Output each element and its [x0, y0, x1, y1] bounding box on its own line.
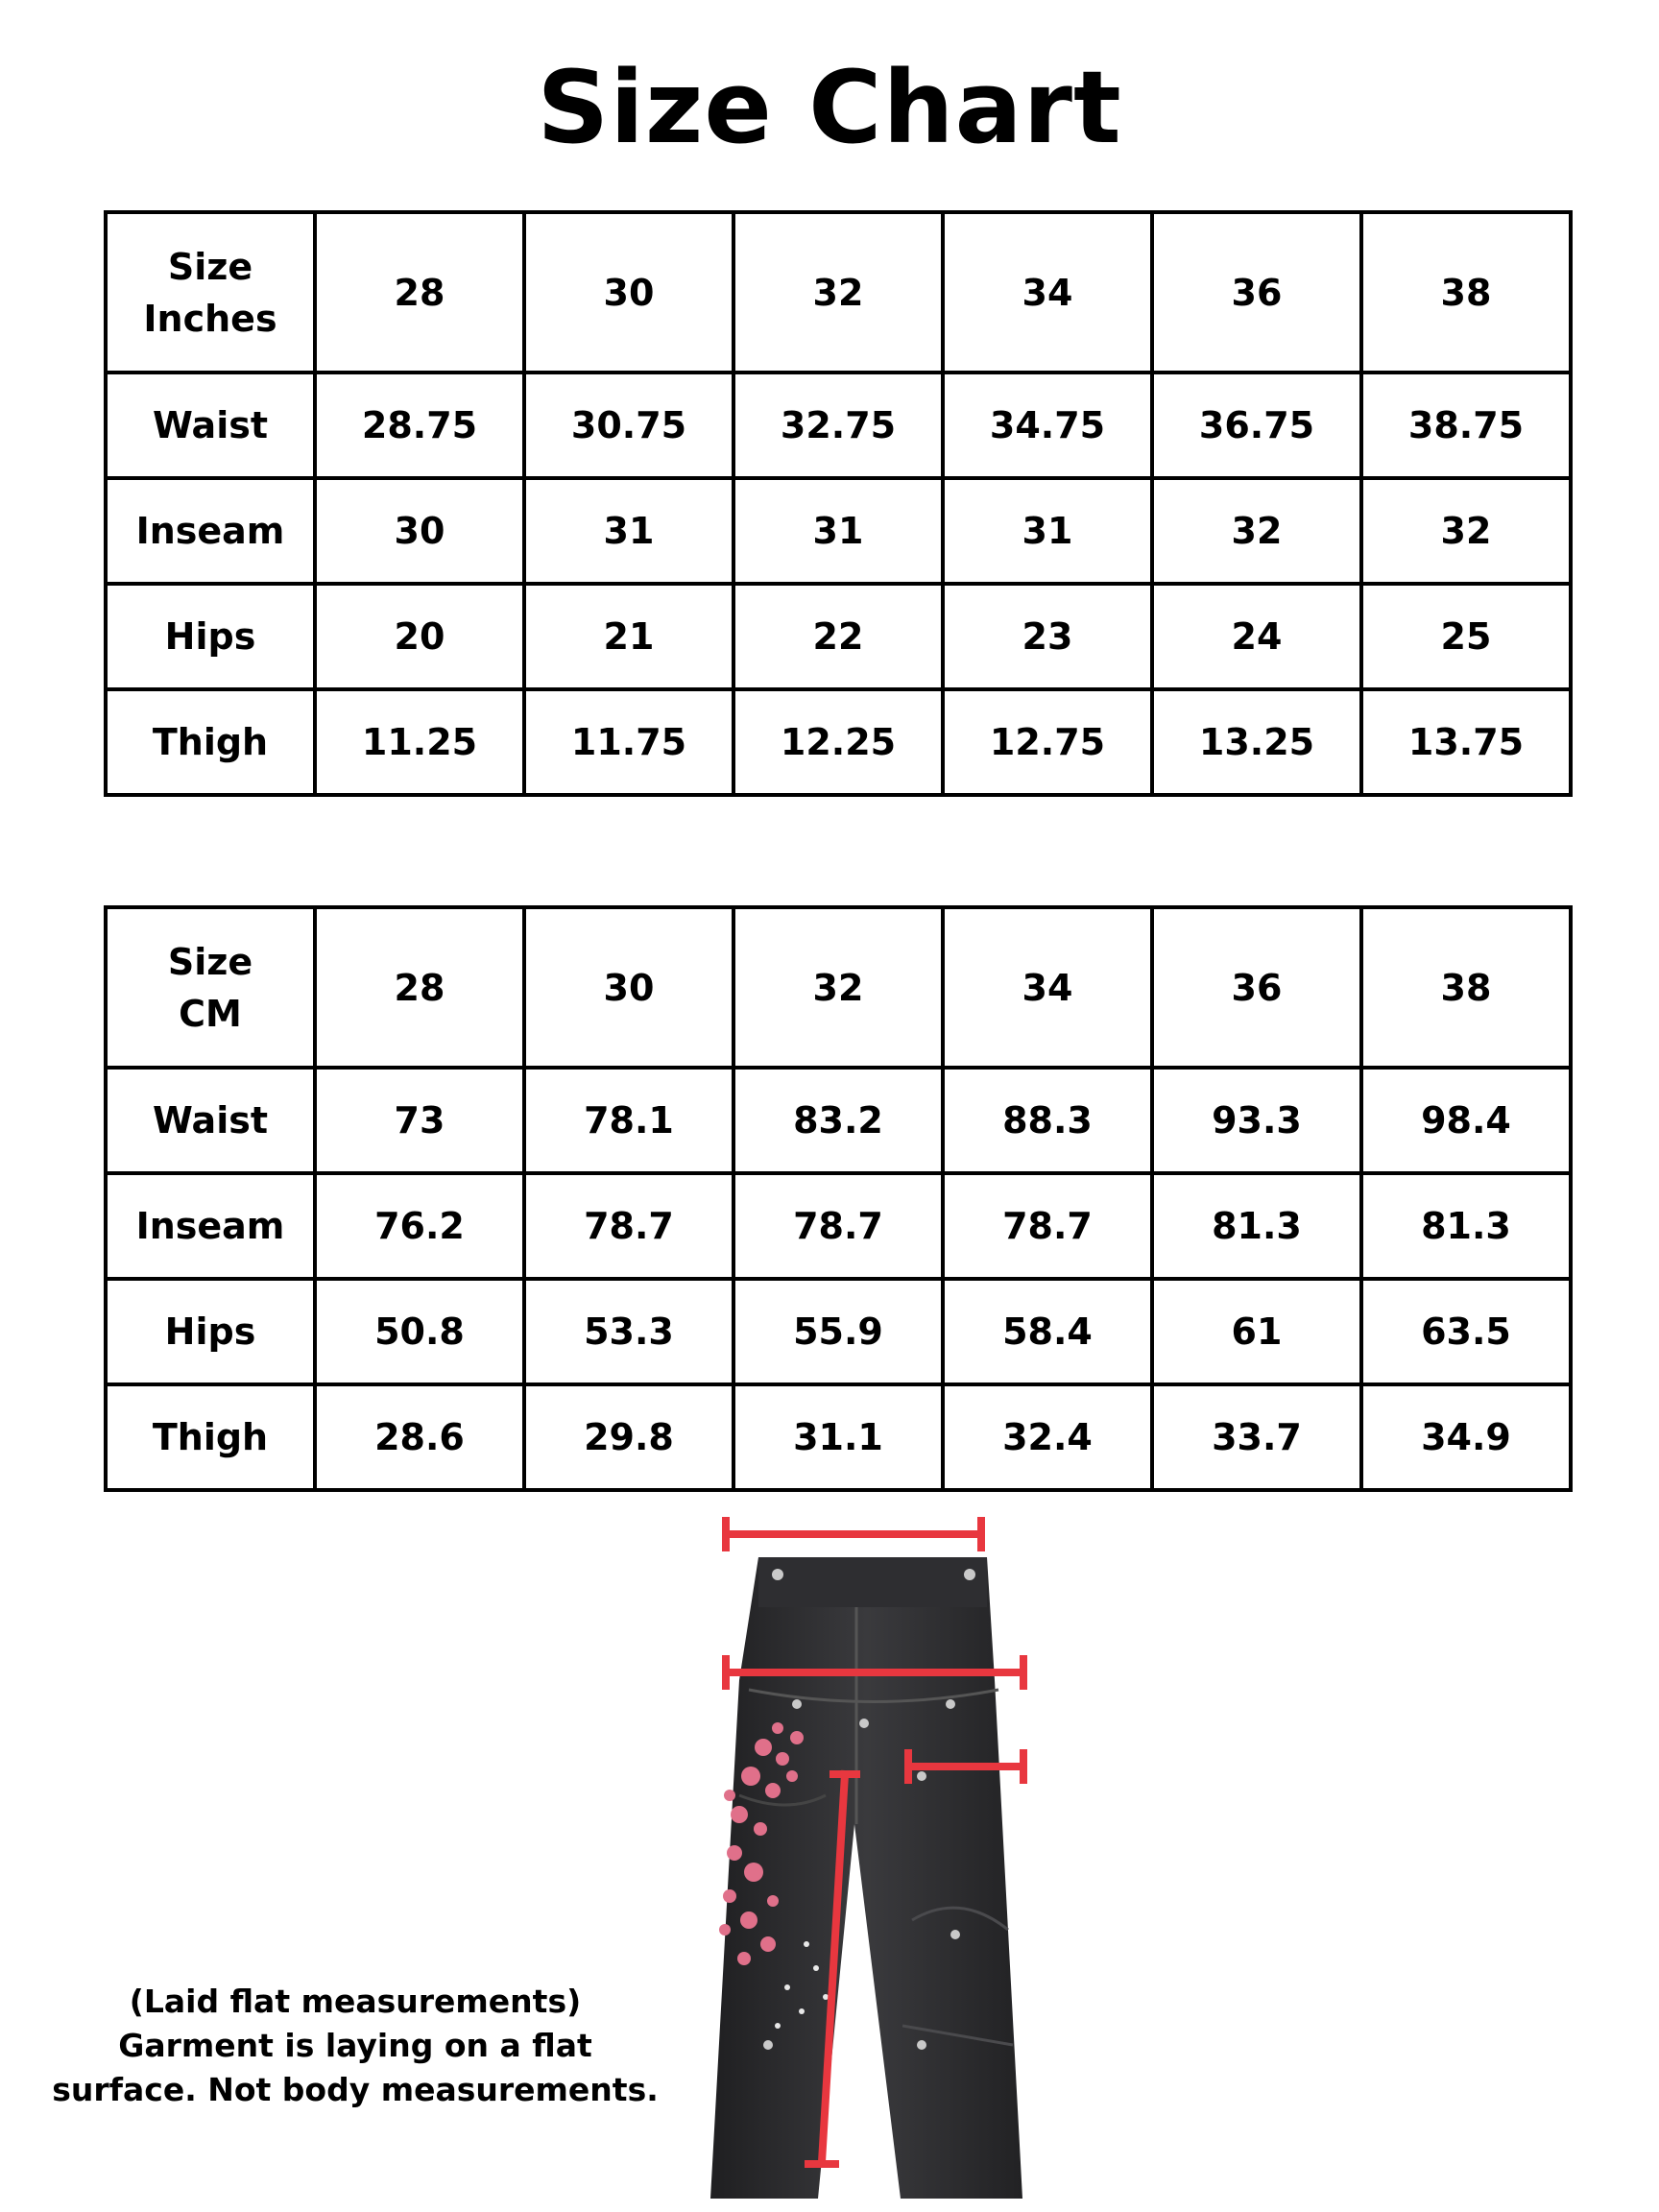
table-row — [106, 1173, 1571, 1279]
size-header-cell: 34 — [943, 212, 1152, 373]
table-cell: 28.6 — [315, 1384, 524, 1490]
size-table-cm — [104, 905, 1573, 1492]
waist-measure-line — [726, 1521, 981, 1548]
size-header-cell: 28 — [315, 907, 524, 1068]
unit-label: CM — [179, 992, 242, 1035]
table-cell: 61 — [1152, 1279, 1361, 1384]
table-row — [106, 1068, 1571, 1173]
size-label: Size — [167, 940, 253, 983]
table-cell: 63.5 — [1361, 1279, 1571, 1384]
table-cell: 23 — [943, 584, 1152, 689]
jeans-measurement-diagram — [691, 1507, 1066, 2208]
size-table-inches — [104, 210, 1573, 797]
size-header-cell: 30 — [524, 907, 733, 1068]
table-row — [106, 1279, 1571, 1384]
table-cell: 78.1 — [524, 1068, 733, 1173]
jeans-illustration — [710, 1557, 1022, 2199]
table-cell: 29.8 — [524, 1384, 733, 1490]
table-cell: 25 — [1361, 584, 1571, 689]
table-cell: 31.1 — [733, 1384, 943, 1490]
row-label: Thigh — [106, 689, 315, 795]
row-label: Waist — [106, 373, 315, 478]
table-row — [106, 689, 1571, 795]
table-cell: 81.3 — [1152, 1173, 1361, 1279]
row-label: Waist — [106, 1068, 315, 1173]
table-header-row — [106, 212, 1571, 373]
row-label: Inseam — [106, 1173, 315, 1279]
table-cell: 21 — [524, 584, 733, 689]
size-header-cell: 36 — [1152, 907, 1361, 1068]
table-cell: 31 — [524, 478, 733, 584]
table-cell: 55.9 — [733, 1279, 943, 1384]
size-unit-header — [106, 907, 315, 1068]
unit-label: Inches — [143, 297, 277, 340]
size-unit-header — [106, 212, 315, 373]
table-cell: 12.75 — [943, 689, 1152, 795]
table-cell: 81.3 — [1361, 1173, 1571, 1279]
table-cell: 20 — [315, 584, 524, 689]
table-row — [106, 373, 1571, 478]
table-cell: 30.75 — [524, 373, 733, 478]
table-cell: 30 — [315, 478, 524, 584]
table-cell: 58.4 — [943, 1279, 1152, 1384]
size-header-cell: 34 — [943, 907, 1152, 1068]
table-cell: 88.3 — [943, 1068, 1152, 1173]
size-header-cell: 38 — [1361, 212, 1571, 373]
table-cell: 13.25 — [1152, 689, 1361, 795]
table-cell: 31 — [943, 478, 1152, 584]
table-cell: 32.75 — [733, 373, 943, 478]
page-title: Size Chart — [537, 49, 1122, 166]
size-header-cell: 32 — [733, 907, 943, 1068]
table-cell: 93.3 — [1152, 1068, 1361, 1173]
table-cell: 32 — [1152, 478, 1361, 584]
table-cell: 34.9 — [1361, 1384, 1571, 1490]
table-cell: 53.3 — [524, 1279, 733, 1384]
table-cell: 22 — [733, 584, 943, 689]
table-cell: 50.8 — [315, 1279, 524, 1384]
table-cell: 78.7 — [524, 1173, 733, 1279]
table-header-row — [106, 907, 1571, 1068]
table-row — [106, 478, 1571, 584]
table-cell: 31 — [733, 478, 943, 584]
table-cell: 28.75 — [315, 373, 524, 478]
row-label: Thigh — [106, 1384, 315, 1490]
row-label: Hips — [106, 584, 315, 689]
table-row — [106, 1384, 1571, 1490]
measurement-note: (Laid flat measurements) Garment is laying on a flat surface. Not body measurements. — [52, 1983, 659, 2108]
row-label: Inseam — [106, 478, 315, 584]
size-header-cell: 36 — [1152, 212, 1361, 373]
table-cell: 24 — [1152, 584, 1361, 689]
table-cell: 76.2 — [315, 1173, 524, 1279]
table-cell: 33.7 — [1152, 1384, 1361, 1490]
row-label: Hips — [106, 1279, 315, 1384]
table-cell: 13.75 — [1361, 689, 1571, 795]
table-cell: 36.75 — [1152, 373, 1361, 478]
table-cell: 38.75 — [1361, 373, 1571, 478]
size-header-cell: 30 — [524, 212, 733, 373]
table-cell: 78.7 — [943, 1173, 1152, 1279]
table-cell: 78.7 — [733, 1173, 943, 1279]
table-cell: 73 — [315, 1068, 524, 1173]
table-cell: 32.4 — [943, 1384, 1152, 1490]
table-cell: 11.25 — [315, 689, 524, 795]
table-cell: 32 — [1361, 478, 1571, 584]
table-cell: 12.25 — [733, 689, 943, 795]
size-header-cell: 32 — [733, 212, 943, 373]
size-header-cell: 38 — [1361, 907, 1571, 1068]
table-cell: 11.75 — [524, 689, 733, 795]
size-label: Size — [167, 245, 253, 288]
table-cell: 98.4 — [1361, 1068, 1571, 1173]
size-header-cell: 28 — [315, 212, 524, 373]
table-cell: 34.75 — [943, 373, 1152, 478]
table-cell: 83.2 — [733, 1068, 943, 1173]
table-row — [106, 584, 1571, 689]
